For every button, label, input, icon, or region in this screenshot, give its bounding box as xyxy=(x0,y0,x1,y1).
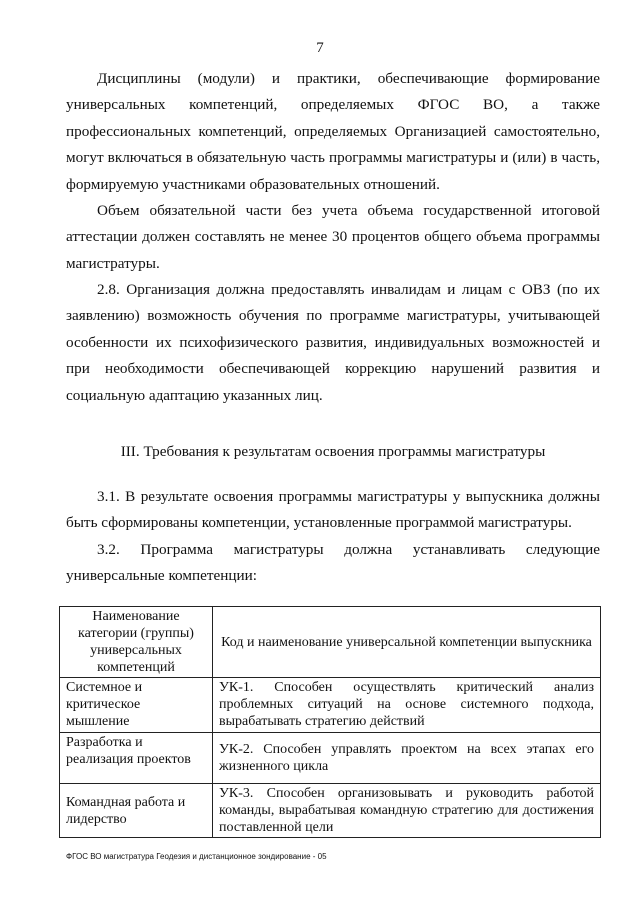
table-cell-competence: УК-3. Способен организовывать и руководить работой команды, вырабатывая командную стратегию для достижения поставленной цели xyxy=(213,784,601,838)
paragraph-text: 3.1. В результате освоения программы магистратуры у выпускника должны быть сформированы компетенции, установленные программой магистратуры. xyxy=(66,488,600,532)
paragraph-text: Дисциплины (модули) и практики, обеспечивающие формирование универсальных компетенций, определяемых ФГОС ВО, а также профессиональных компетенций, определяемых Организацией самостоятельно, могут включаться в обязательную часть программы магистратуры и (или) в часть, формируемую участниками образовательных отношений. xyxy=(66,70,600,193)
page-footer: ФГОС ВО магистратура Геодезия и дистанционное зондирование - 05 xyxy=(66,852,327,861)
competencies-table xyxy=(59,606,601,838)
table-row xyxy=(60,733,601,784)
table-header-row xyxy=(60,607,601,678)
table-header-category: Наименование категории (группы) универсальных компетенций xyxy=(60,607,213,678)
table-header-competence: Код и наименование универсальной компетенции выпускника xyxy=(213,607,601,678)
section-heading: III. Требования к результатам освоения программы магистратуры xyxy=(120,443,546,460)
paragraph-disciplines xyxy=(66,66,600,198)
paragraph-2-8 xyxy=(66,277,600,409)
paragraph-mandatory-part xyxy=(66,198,600,277)
table-cell-category: Разработка и реализация проектов xyxy=(60,733,213,784)
table-cell-competence: УК-1. Способен осуществлять критический анализ проблемных ситуаций на основе системного подхода, вырабатывать стратегию действий xyxy=(213,678,601,733)
paragraph-3-2 xyxy=(66,537,600,590)
table-row xyxy=(60,678,601,733)
paragraph-text: 2.8. Организация должна предоставлять инвалидам и лицам с ОВЗ (по их заявлению) возможность обучения по программе магистратуры, учитывающей особенности их психофизического развития, индивидуальных возможностей и при необходимости обеспечивающей коррекцию нарушений развития и социальную адаптацию указанных лиц. xyxy=(66,281,600,404)
table-row xyxy=(60,784,601,838)
paragraph-text: 3.2. Программа магистратуры должна устанавливать следующие универсальные компетенции: xyxy=(66,541,600,585)
table-cell-category: Системное и критическое мышление xyxy=(60,678,213,733)
table-cell-competence: УК-2. Способен управлять проектом на всех этапах его жизненного цикла xyxy=(213,733,601,784)
page-number: 7 xyxy=(316,40,324,56)
paragraph-text: Объем обязательной части без учета объема государственной итоговой аттестации должен составлять не менее 30 процентов общего объема программы магистратуры. xyxy=(66,202,600,272)
paragraph-3-1 xyxy=(66,484,600,537)
table-cell-category: Командная работа и лидерство xyxy=(60,784,213,838)
